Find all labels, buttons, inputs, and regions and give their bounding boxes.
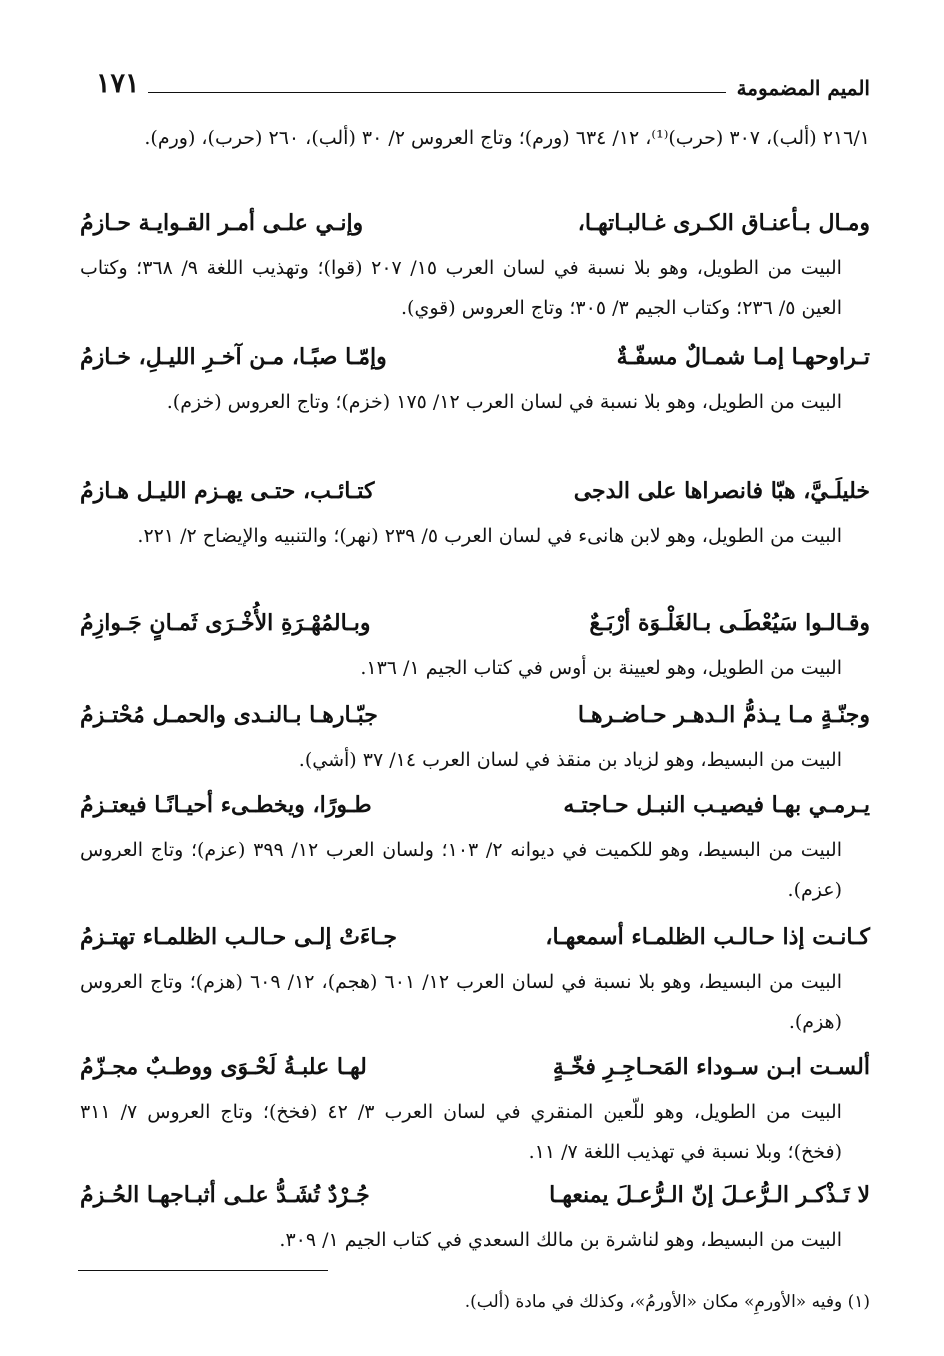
first-hemistich: ألسـت ابـن سـوداء المَحـاجِـرِ فخّـةٍ <box>552 1054 870 1080</box>
first-hemistich: ومـال بـأعنـاق الكـرى غـالبـاتهـا، <box>577 210 870 236</box>
section-title: الميم المضمومة <box>736 76 870 100</box>
footnote-rule <box>78 1270 328 1271</box>
verse-line <box>80 690 870 740</box>
verse-line <box>80 1170 870 1220</box>
first-hemistich: وقـالـوا سَيُعْطَـى بـالغَلْـوَة أرْبَـعٌ <box>589 610 870 636</box>
verse-entry <box>80 598 870 688</box>
verse-commentary: البيت من الطويل، وهو بلا نسبة في لسان العرب ١٢/ ١٧٥ (خزم)؛ وتاج العروس (خزم). <box>166 391 842 413</box>
page-number: ١٧١ <box>96 68 140 99</box>
verse-line <box>80 1042 870 1092</box>
verse-commentary: البيت من البسيط، وهو لناشرة بن مالك السعدي في كتاب الجيم ١/ ٣٠٩. <box>279 1229 842 1251</box>
second-hemistich: جـاءَتْ إلـى حـالـب الظلمـاء تهتـزمُ <box>80 924 398 950</box>
first-hemistich: لا تَـذْكـر الـرُّعـلَ إنّ الـرُّعـلَ يمنعهـا <box>549 1182 870 1208</box>
continuation-text: ٢١٦/١ (ألب)، ٣٠٧ (حرب)⁽¹⁾، ١٢/ ٦٣٤ (ورم)؛ وتاج العروس ٢/ ٣٠ (ألب)، ٢٦٠ (حرب)، (ورم). <box>144 127 870 149</box>
first-hemistich: تـراوحهـا إمـا شمـالٌ مسفّـةٌ <box>616 344 870 370</box>
verse-commentary: البيت من الطويل، وهو للّعين المنقري في لسان العرب ٣/ ٤٢ (فخخ)؛ وتاج العروس ٧/ ٣١١ (فخخ)؛ وبلا نسبة في تهذيب اللغة ٧/ ١١. <box>80 1101 842 1163</box>
second-hemistich: لهـا علبـةُ لَحْـوَى ووطـبٌ مجـزّمُ <box>80 1054 367 1080</box>
verse-commentary: البيت من البسيط، وهو للكميت في ديوانه ٢/ ١٠٣؛ ولسان العرب ١٢/ ٣٩٩ (عزم)؛ وتاج العروس (عزم). <box>80 839 842 901</box>
verse-entry <box>80 466 870 556</box>
second-hemistich: وإمّـا صبًـا، مـن آخـرِ الليـلِ، خـازمُ <box>80 344 387 370</box>
header-rule <box>148 92 726 93</box>
page-header <box>96 68 870 108</box>
second-hemistich: جبّـارهـا بـالنـدى والحمـل مُحْتـزمُ <box>80 702 378 728</box>
verse-line <box>80 598 870 648</box>
second-hemistich: وإنـي علـى أمـر القـوايـة حـازمُ <box>80 210 364 236</box>
second-hemistich: جُـرْدٌ تُشَـدُّ علـى أثبـاجهـا الحُـزمُ <box>80 1182 370 1208</box>
second-hemistich: كتـائـب، حتـى يهـزم الليـل هـازمُ <box>80 478 375 504</box>
first-hemistich: وجنّـةٍ مـا يـذمُّ الـدهـر حـاضـرهـا <box>577 702 870 728</box>
verse-entry <box>80 1042 870 1172</box>
verse-commentary: البيت من الطويل، وهو بلا نسبة في لسان العرب ١٥/ ٢٠٧ (قوا)؛ وتهذيب اللغة ٩/ ٣٦٨؛ وكتاب العين ٥/ ٢٣٦؛ وكتاب الجيم ٣/ ٣٠٥؛ وتاج العروس (قوي). <box>80 257 842 319</box>
verse-commentary: البيت من البسيط، وهو بلا نسبة في لسان العرب ١٢/ ٦٠١ (هجم)، ١٢/ ٦٠٩ (هزم)؛ وتاج العروس (هزم). <box>80 971 842 1033</box>
second-hemistich: وبـالمُهْـرَةِ الأُخْـرَى ثَمـانٍ جَـوازِمُ <box>80 610 371 636</box>
second-hemistich: طـورًا، ويخطـىء أحيـانًـا فيعتـزمُ <box>80 792 372 818</box>
verse-entry <box>80 690 870 780</box>
first-hemistich: كـانـت إذا حـالـب الظلمـاء أسمعهـا، <box>545 924 870 950</box>
verse-line <box>80 198 870 248</box>
verse-entry <box>80 1170 870 1260</box>
verse-entry <box>80 780 870 910</box>
first-hemistich: يـرمـي بهـا فيصيـب النبـل حـاجتـه <box>563 792 870 818</box>
verse-commentary: البيت من البسيط، وهو لزياد بن منقذ في لسان العرب ١٤/ ٣٧ (أشي). <box>298 749 842 771</box>
verse-line <box>80 912 870 962</box>
verse-line <box>80 780 870 830</box>
verse-commentary: البيت من الطويل، وهو لعيينة بن أوس في كتاب الجيم ١/ ١٣٦. <box>360 657 842 679</box>
verse-entry <box>80 198 870 328</box>
first-hemistich: خليلَـيَّ، هبّا فانصراها على الدجى <box>573 478 870 504</box>
footnote: (١) وفيه «الأورمِ» مكان «الأورمُ»، وكذلك في مادة (ألب). <box>464 1292 870 1312</box>
verse-entry <box>80 912 870 1042</box>
verse-line <box>80 466 870 516</box>
verse-commentary: البيت من الطويل، وهو لابن هانىء في لسان العرب ٥/ ٢٣٩ (نهر)؛ والتنبيه والإيضاح ٢/ ٢٢١. <box>137 525 842 547</box>
verse-entry <box>80 332 870 422</box>
verse-line <box>80 332 870 382</box>
